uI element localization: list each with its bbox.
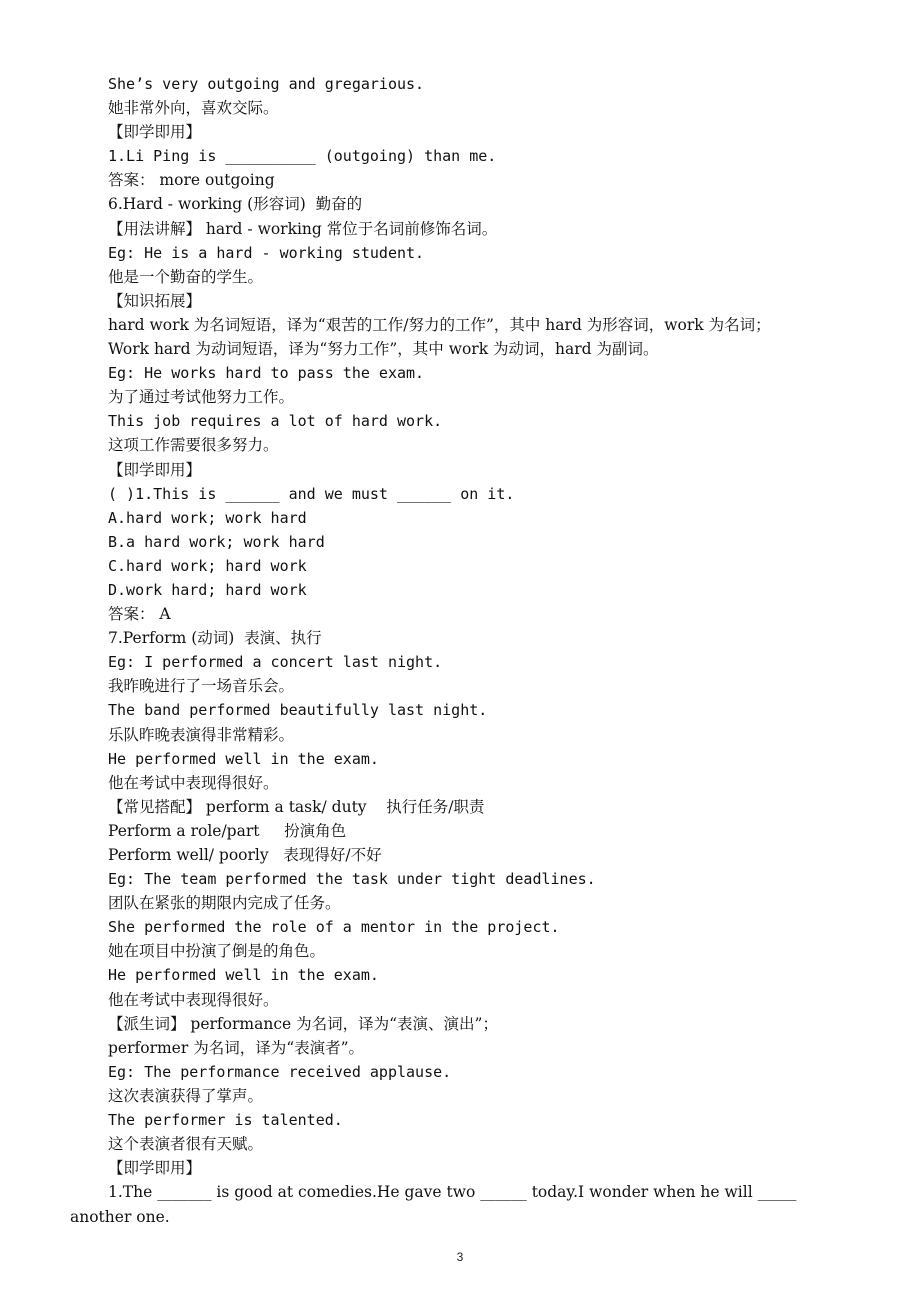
text-line: This job requires a lot of hard work. [108, 412, 443, 431]
text-line: C.hard work; hard work [108, 556, 307, 575]
text-body [108, 72, 888, 1180]
text-line: She’s very outgoing and gregarious. [108, 75, 425, 93]
text-line: 她非常外向，喜欢交际。 [108, 99, 279, 118]
text-line: 他在考试中表现得很好。 [108, 773, 279, 792]
text-line: 【用法讲解】 hard - working 常位于名词前修饰名词。 [108, 219, 498, 238]
text-line: 我昨晚进行了一场音乐会。 [108, 677, 295, 696]
text-line: 答案： more outgoing [108, 171, 275, 190]
text-line: Perform well/ poorly 表现得好/不好 [108, 846, 382, 864]
text-line: A.hard work; work hard [108, 508, 307, 527]
text-line: 团队在紧张的期限内完成了任务。 [108, 894, 341, 913]
text-line: 【即学即用】 [108, 123, 202, 142]
text-line: 【知识拓展】 [108, 291, 202, 310]
final-exercise [70, 1180, 855, 1229]
final-exercise-line-2: another one. [70, 1207, 170, 1226]
text-line: 乐队昨晚表演得非常精彩。 [108, 725, 295, 744]
text-line: 这个表演者很有天赋。 [108, 1135, 264, 1154]
text-line: D.work hard; hard work [108, 580, 307, 599]
text-line: B.a hard work; work hard [108, 532, 325, 551]
final-exercise-line-1: 1.The _______ is good at comedies.He gave two ______ today.I wonder when he will _____ [108, 1183, 797, 1201]
text-line: 6.Hard - working (形容词) 勤奋的 [108, 195, 363, 214]
text-line: 他在考试中表现得很好。 [108, 990, 279, 1009]
text-line: 答案： A [108, 605, 171, 624]
text-line: Eg: The team performed the task under tight deadlines. [108, 870, 596, 889]
text-line: 【即学即用】 [108, 1159, 202, 1178]
text-line: Work hard 为动词短语，译为“努力工作”，其中 work 为动词，hard 为副词。 [108, 340, 659, 359]
text-line: hard work 为名词短语，译为“艰苦的工作/努力的工作”，其中 hard 为形容词，work 为名词； [108, 315, 771, 334]
text-line: Eg: The performance received applause. [108, 1062, 452, 1081]
text-line: Eg: He works hard to pass the exam. [108, 364, 425, 383]
text-line: 为了通过考试他努力工作。 [108, 388, 295, 407]
text-line: 【常见搭配】 perform a task/ duty 执行任务/职责 [108, 797, 485, 816]
text-line: Eg: He is a hard - working student. [108, 243, 425, 262]
text-line: 1.Li Ping is __________ (outgoing) than me. [108, 147, 497, 166]
text-line: 【派生词】 performance 为名词，译为“表演、演出”； [108, 1014, 498, 1033]
text-line: 7.Perform (动词) 表演、执行 [108, 629, 322, 648]
text-line: ( )1.This is ______ and we must ______ on it. [108, 484, 515, 503]
text-line: He performed well in the exam. [108, 966, 379, 985]
text-line: He performed well in the exam. [108, 749, 379, 768]
text-line: 【即学即用】 [108, 460, 202, 479]
text-line: 这次表演获得了掌声。 [108, 1086, 264, 1105]
text-line: The band performed beautifully last night. [108, 701, 488, 720]
text-line: 这项工作需要很多努力。 [108, 436, 279, 455]
text-line: The performer is talented. [108, 1111, 343, 1130]
text-line: Perform a role/part 扮演角色 [108, 821, 347, 840]
text-line: 她在项目中扮演了倒是的角色。 [108, 942, 326, 961]
text-line: Eg: I performed a concert last night. [108, 653, 443, 672]
text-line: performer 为名词，译为“表演者”。 [108, 1038, 365, 1057]
page-number: 3 [456, 1250, 464, 1264]
text-line: She performed the role of a mentor in the project. [108, 918, 560, 937]
text-line: 他是一个勤奋的学生。 [108, 267, 264, 286]
